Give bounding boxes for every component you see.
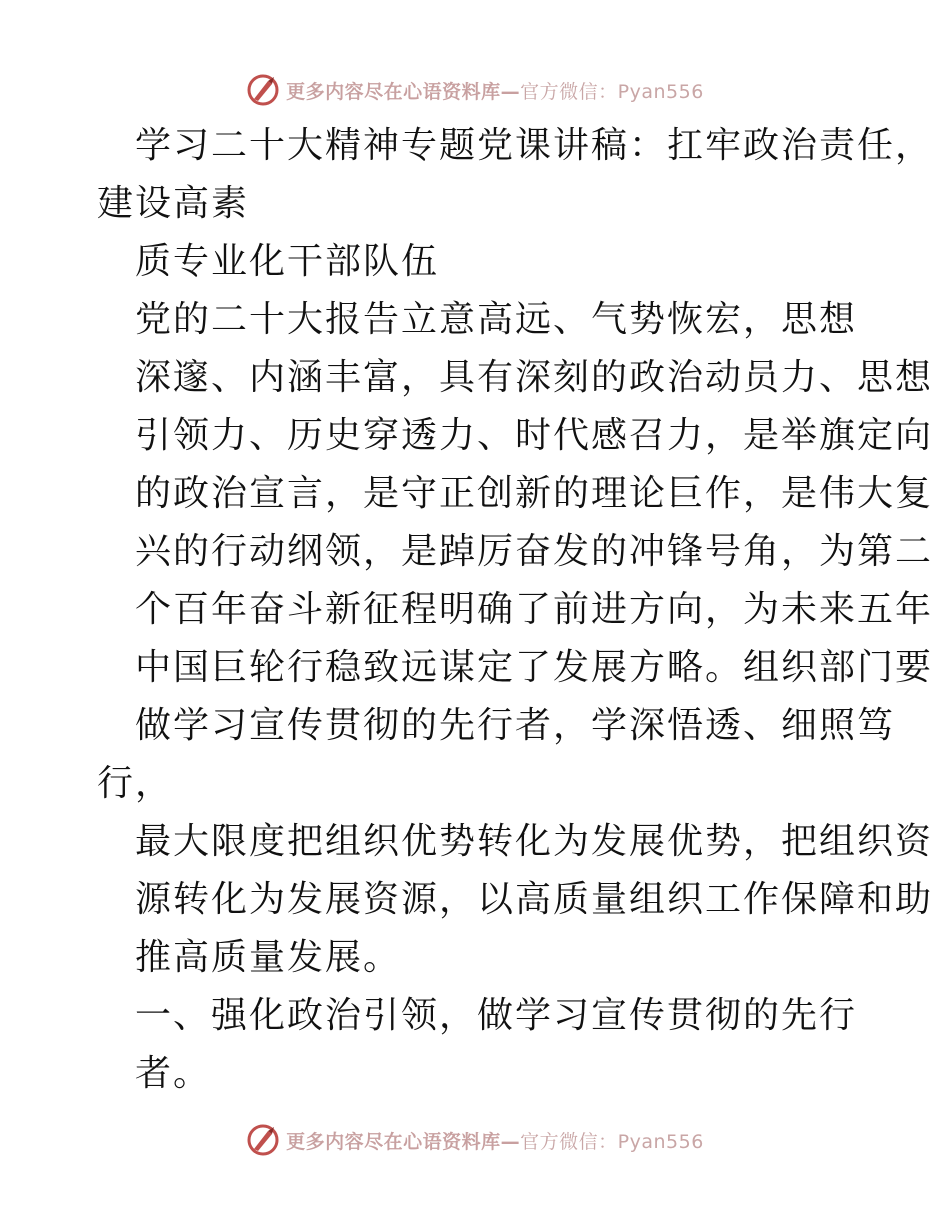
- paragraph-line: 的政治宣言，是守正创新的理论巨作，是伟大复: [135, 473, 934, 514]
- paragraph-line: 兴的行动纲领，是踔厉奋发的冲锋号角，为第二: [135, 531, 934, 572]
- header-wechat-text: 官方微信：Pyan556: [520, 80, 704, 103]
- title-line-3: 质专业化干部队伍: [135, 241, 440, 282]
- paragraph-line: 党的二十大报告立意高远、气势恢宏，思想: [135, 299, 858, 340]
- footer-dash: —: [500, 1130, 521, 1153]
- paragraph-line: 行，: [97, 763, 174, 804]
- quill-logo-icon: [246, 1123, 280, 1157]
- header-watermark-banner: [0, 70, 950, 110]
- title-line-1: 学习二十大精神专题党课讲稿：扛牢政治责任，: [135, 125, 934, 166]
- header-dash: —: [500, 80, 521, 103]
- paragraph-line: 最大限度把组织优势转化为发展优势，把组织资: [135, 821, 934, 862]
- footer-watermark-banner: [0, 1120, 950, 1160]
- footer-wechat-text: 官方微信：Pyan556: [520, 1130, 704, 1153]
- paragraph-line: 深邃、内涵丰富，具有深刻的政治动员力、思想: [135, 357, 934, 398]
- section-heading-line: 一、强化政治引领，做学习宣传贯彻的先行: [135, 995, 858, 1036]
- paragraph-line: 源转化为发展资源，以高质量组织工作保障和助: [135, 879, 934, 920]
- title-line-2: 建设高素: [97, 183, 250, 224]
- quill-logo-icon: [246, 73, 280, 107]
- paragraph-line: 中国巨轮行稳致远谋定了发展方略。组织部门要: [135, 647, 934, 688]
- footer-brand-text: 更多内容尽在心语资料库: [286, 1130, 501, 1153]
- paragraph-line: 引领力、历史穿透力、时代感召力，是举旗定向: [135, 415, 934, 456]
- section-heading-line: 者。: [135, 1053, 212, 1094]
- header-brand-text: 更多内容尽在心语资料库: [286, 80, 501, 103]
- header-banner-text: [286, 77, 704, 104]
- footer-banner-text: [286, 1127, 704, 1154]
- paragraph-line: 做学习宣传贯彻的先行者，学深悟透、细照笃: [135, 705, 896, 746]
- paragraph-line: 推高质量发展。: [135, 937, 402, 978]
- paragraph-line: 个百年奋斗新征程明确了前进方向，为未来五年: [135, 589, 934, 630]
